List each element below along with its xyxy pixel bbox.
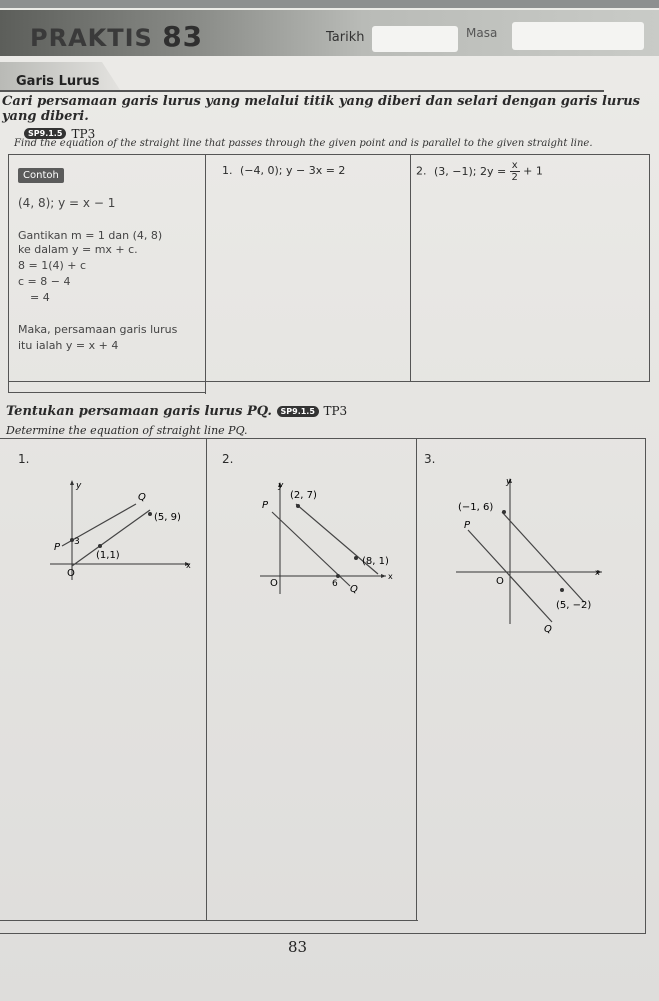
header-bar: [0, 10, 659, 56]
q1-text: (−4, 0); y − 3x = 2: [240, 164, 346, 177]
point-b-label: (8, 1): [362, 556, 389, 567]
sp-badge-b: SP9.1.5: [277, 406, 319, 417]
page-number: 83: [288, 938, 308, 956]
section-a-q2: [416, 160, 543, 183]
q-label: Q: [350, 584, 358, 595]
tp-label: TP3: [71, 127, 96, 141]
point-a-label: (−1, 6): [458, 502, 494, 513]
title-number: 83: [162, 20, 204, 53]
origin-label: O: [270, 578, 278, 589]
origin-label: O: [67, 568, 75, 579]
y-axis-arrow: [70, 480, 74, 485]
q-label: Q: [544, 624, 552, 634]
x-axis-arrow: [381, 574, 386, 578]
example-line-4: c = 8 − 4: [18, 275, 71, 288]
point-a-label: (5, 9): [154, 512, 181, 523]
q1-number: 1.: [222, 164, 233, 177]
time-label: Masa: [466, 26, 498, 40]
title-prefix: PRAKTIS: [30, 24, 153, 52]
section-b-heading: [6, 404, 347, 419]
q2-text-b: + 1: [523, 164, 543, 178]
example-label: Contoh: [18, 168, 64, 183]
example-line-6: Maka, persamaan garis lurus: [18, 323, 178, 336]
q-label: Q: [138, 492, 146, 503]
point-b-label: (1,1): [96, 550, 120, 561]
section-b-divider-2: [416, 438, 417, 920]
point-2-7: [296, 504, 300, 508]
section-a-instruction-en: Find the equation of the straight line that passes through the given point and is parallel to the given straight line.: [14, 138, 593, 149]
q2-fraction: [510, 160, 520, 183]
p-label: P: [262, 500, 269, 511]
example-box-bottom: [8, 392, 206, 393]
topic-title: Garis Lurus: [16, 74, 100, 89]
section-b-instruction-en: Determine the equation of straight line PQ.: [6, 424, 248, 437]
sp-badge: SP9.1.5: [24, 128, 66, 139]
line-parallel: [502, 512, 584, 602]
point-b-label: (5, −2): [556, 600, 592, 611]
b-q3-number: 3.: [424, 452, 436, 466]
tp-label-b: TP3: [323, 404, 348, 418]
example-line-3: 8 = 1(4) + c: [18, 259, 87, 272]
topic-rule: [0, 90, 604, 92]
origin-label: O: [496, 576, 504, 587]
fraction-denominator: 2: [511, 172, 518, 183]
q2-text-a: (3, −1); 2y =: [434, 164, 507, 178]
y-label: y: [278, 481, 284, 491]
example-given: (4, 8); y = x − 1: [18, 196, 116, 210]
graph-1: [40, 470, 210, 590]
example-line-1: Gantikan m = 1 dan (4, 8): [18, 229, 163, 242]
fraction-numerator: x: [511, 160, 518, 171]
graph-2: [246, 478, 406, 598]
example-line-7: itu ialah y = x + 4: [18, 339, 119, 352]
point-8-1: [354, 556, 358, 560]
point-5-9: [148, 512, 152, 516]
point-minus1-6: [502, 510, 506, 514]
example-line-5: = 4: [30, 291, 50, 304]
b-q2-number: 2.: [222, 452, 234, 466]
b-q1-number: 1.: [18, 452, 30, 466]
topic-header: [0, 62, 604, 92]
page-title: [30, 20, 203, 53]
point-a-label: (2, 7): [290, 490, 317, 501]
example-line-2: ke dalam y = mx + c.: [18, 243, 138, 256]
p-label: P: [464, 520, 471, 531]
time-field[interactable]: [512, 22, 644, 50]
section-a-divider-2: [410, 154, 411, 382]
x-label: x: [186, 561, 191, 570]
x-intercept-point: [336, 574, 340, 578]
date-label: Tarikh: [326, 30, 365, 45]
section-a-divider-1: [205, 154, 206, 394]
section-b-bottom-rule: [0, 920, 418, 921]
section-b-instruction-ms: Tentukan persamaan garis lurus PQ.: [6, 404, 272, 419]
point-1-1: [98, 544, 102, 548]
graph-3: [452, 474, 612, 634]
x-tick-label: 6: [332, 579, 338, 589]
example-box-left: [8, 382, 9, 393]
section-a-q1: [222, 164, 345, 177]
q2-number: 2.: [416, 164, 427, 178]
y-label: y: [76, 481, 82, 491]
intercept-label: 3: [74, 537, 80, 547]
point-5-minus2: [560, 588, 564, 592]
section-a-instruction-ms: Cari persamaan garis lurus yang melalui titik yang diberi dan selari dengan garis lurus yang diberi.: [2, 94, 640, 124]
x-label: x: [595, 568, 600, 577]
y-label: y: [506, 477, 512, 487]
p-label: P: [54, 542, 61, 553]
date-field[interactable]: [372, 26, 458, 52]
x-label: x: [388, 572, 393, 581]
